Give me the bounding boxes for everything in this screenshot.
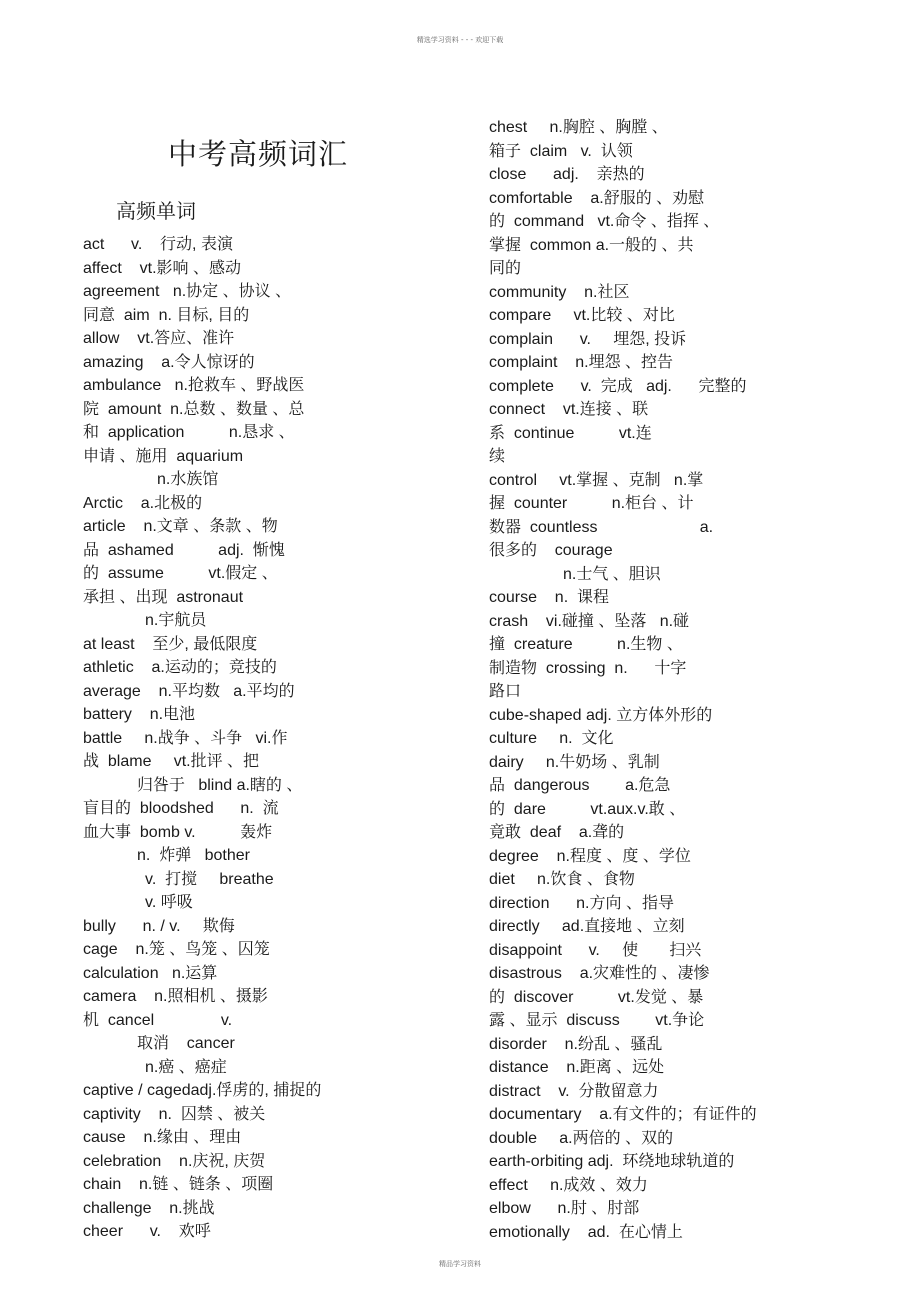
vocab-line: n. 炸弹 bother <box>137 847 250 864</box>
vocab-line: 品 dangerous a.危急 <box>489 777 671 794</box>
vocab-line: 掌握 common a.一般的 、共 <box>489 236 694 254</box>
vocab-line: 制造物 crossing n. 十字 <box>489 659 687 677</box>
vocab-line: n.宇航员 <box>145 612 207 629</box>
vocab-line: battery n.电池 <box>83 706 196 723</box>
vocab-line: effect n.成效 、效力 <box>489 1176 648 1194</box>
vocab-line: affect vt.影响 、感动 <box>83 259 241 277</box>
vocab-line: course n. 课程 <box>489 589 610 606</box>
vocab-line: Arctic a.北极的 <box>83 494 203 512</box>
vocab-line: earth-orbiting adj. 环绕地球轨道的 <box>489 1153 735 1170</box>
vocab-line: 同意 aim n. 目标, 目的 <box>83 306 250 324</box>
vocab-line: challenge n.挑战 <box>83 1199 215 1217</box>
page-title: 中考高频词汇 <box>168 137 349 171</box>
vocab-line: compare vt.比较 、对比 <box>489 307 675 324</box>
vocab-line: emotionally ad. 在心情上 <box>489 1223 683 1241</box>
vocab-line: community n.社区 <box>489 283 630 301</box>
vocab-line: ambulance n.抢救车 、野战医 <box>83 377 305 394</box>
vocab-line: celebration n.庆祝, 庆贺 <box>83 1152 266 1170</box>
vocab-line: n.水族馆 <box>157 471 219 488</box>
vocab-line: article n.文章 、条款 、物 <box>83 518 278 535</box>
vocab-line: double a.两倍的 、双的 <box>489 1129 674 1147</box>
vocab-line: n.癌 、癌症 <box>145 1058 227 1076</box>
vocab-line: 同的 <box>489 260 522 277</box>
vocab-line: control vt.掌握 、克制 n.掌 <box>489 471 704 489</box>
vocab-line: 盲目的 bloodshed n. 流 <box>83 800 279 817</box>
vocab-line: diet n.饮食 、食物 <box>489 871 635 888</box>
vocab-line: chain n.链 、链条 、项圈 <box>83 1176 274 1193</box>
vocab-line: 取消 cancer <box>137 1035 235 1052</box>
vocab-line: captivity n. 囚禁 、被关 <box>83 1105 266 1123</box>
vocab-line: 握 counter n.柜台 、计 <box>489 495 694 512</box>
vocab-line: crash vi.碰撞 、坠落 n.碰 <box>489 612 690 630</box>
vocab-line: 承担 、出现 astronaut <box>83 588 244 606</box>
vocab-line: cage n.笼 、鸟笼 、囚笼 <box>83 941 270 958</box>
vocab-line: connect vt.连接 、联 <box>489 401 649 418</box>
vocab-line: distance n.距离 、远处 <box>489 1059 665 1076</box>
vocab-line: 的 dare vt.aux.v.敢 、 <box>489 800 686 818</box>
vocab-line: disappoint v. 使 扫兴 <box>489 941 702 959</box>
vocab-line: 路口 <box>489 683 522 700</box>
vocab-line: act v. 行动, 表演 <box>83 236 233 253</box>
vocab-line: dairy n.牛奶场 、乳制 <box>489 753 660 771</box>
vocab-line: agreement n.协定 、协议 、 <box>83 283 292 300</box>
vocab-line: complete v. 完成 adj. 完整的 <box>489 377 747 395</box>
vocab-line: captive / cagedadj.俘虏的, 捕捉的 <box>83 1082 322 1099</box>
vocab-line: allow vt.答应、准许 <box>83 330 235 347</box>
vocab-line: amazing a.令人惊讶的 <box>83 353 255 371</box>
vocab-line: cube-shaped adj. 立方体外形的 <box>489 706 713 724</box>
vocab-line: bully n. / v. 欺侮 <box>83 917 235 935</box>
vocab-line: complaint n.埋怨 、控告 <box>489 354 674 371</box>
vocab-line: close adj. 亲热的 <box>489 166 645 183</box>
vocab-line: cheer v. 欢呼 <box>83 1223 211 1240</box>
vocab-line: disorder n.纷乱 、骚乱 <box>489 1035 663 1053</box>
vocab-line: degree n.程度 、度 、学位 <box>489 847 691 865</box>
vocab-line: 很多的 courage <box>489 542 613 559</box>
right-vocab-column <box>489 116 757 1244</box>
vocab-line: disastrous a.灾难性的 、凄惨 <box>489 965 710 982</box>
vocab-line: culture n. 文化 <box>489 730 614 747</box>
vocab-line: at least 至少, 最低限度 <box>83 635 258 653</box>
vocab-line: 和 application n.恳求 、 <box>83 424 295 441</box>
vocab-line: 申请 、施用 aquarium <box>83 447 244 465</box>
vocab-line: athletic a.运动的；竞技的 <box>83 659 277 676</box>
vocab-line: n.士气 、胆识 <box>563 565 661 583</box>
vocab-line: directly ad.直接地 、立刻 <box>489 918 685 935</box>
vocab-line: 系 continue vt.连 <box>489 424 652 442</box>
vocab-line: 数器 countless a. <box>489 518 714 536</box>
vocab-line: 品 ashamed adj. 惭愧 <box>83 541 285 559</box>
vocab-line: 战 blame vt.批评 、把 <box>83 753 260 770</box>
page-footer: 精品学习资料 <box>439 1260 481 1268</box>
vocab-line: v. 呼吸 <box>145 894 193 911</box>
vocab-line: calculation n.运算 <box>83 964 218 982</box>
vocab-line: average n.平均数 a.平均的 <box>83 682 295 700</box>
vocab-line: 的 command vt.命令 、指挥 、 <box>489 213 720 230</box>
vocab-line: elbow n.肘 、肘部 <box>489 1200 640 1217</box>
vocab-line: direction n.方向 、指导 <box>489 894 674 912</box>
vocab-line: 归咎于 blind a.瞎的 、 <box>137 776 303 794</box>
page-header: 精选学习资料 - - - 欢迎下载 <box>416 36 504 44</box>
vocab-line: 撞 creature n.生物 、 <box>489 636 683 653</box>
vocab-line: 续 <box>489 448 506 465</box>
left-vocab-column <box>83 233 321 1244</box>
vocab-line: comfortable a.舒服的 、劝慰 <box>489 189 705 207</box>
vocab-line: 的 discover vt.发觉 、暴 <box>489 988 704 1006</box>
vocab-line: v. 打搅 breathe <box>145 870 274 888</box>
vocab-line: documentary a.有文件的；有证件的 <box>489 1106 757 1123</box>
section-heading: 高频单词 <box>116 199 196 223</box>
vocab-line: 血大事 bomb v. 轰炸 <box>83 823 273 841</box>
vocab-line: cause n.缘由 、理由 <box>83 1129 242 1146</box>
vocab-line: camera n.照相机 、摄影 <box>83 988 268 1005</box>
vocab-line: battle n.战争 、斗争 vi.作 <box>83 729 288 747</box>
vocab-line: 露 、显示 discuss vt.争论 <box>489 1012 705 1029</box>
vocab-line: 箱子 claim v. 认领 <box>489 142 633 160</box>
vocab-line: 的 assume vt.假定 、 <box>83 565 278 582</box>
vocab-line: complain v. 埋怨, 投诉 <box>489 330 687 348</box>
vocab-line: distract v. 分散留意力 <box>489 1082 659 1100</box>
vocab-line: 竟敢 deaf a.聋的 <box>489 824 625 841</box>
vocab-line: 机 cancel v. <box>83 1011 233 1029</box>
vocab-line: chest n.胸腔 、胸膛 、 <box>489 119 668 136</box>
vocab-line: 院 amount n.总数 、数量 、总 <box>83 400 305 418</box>
